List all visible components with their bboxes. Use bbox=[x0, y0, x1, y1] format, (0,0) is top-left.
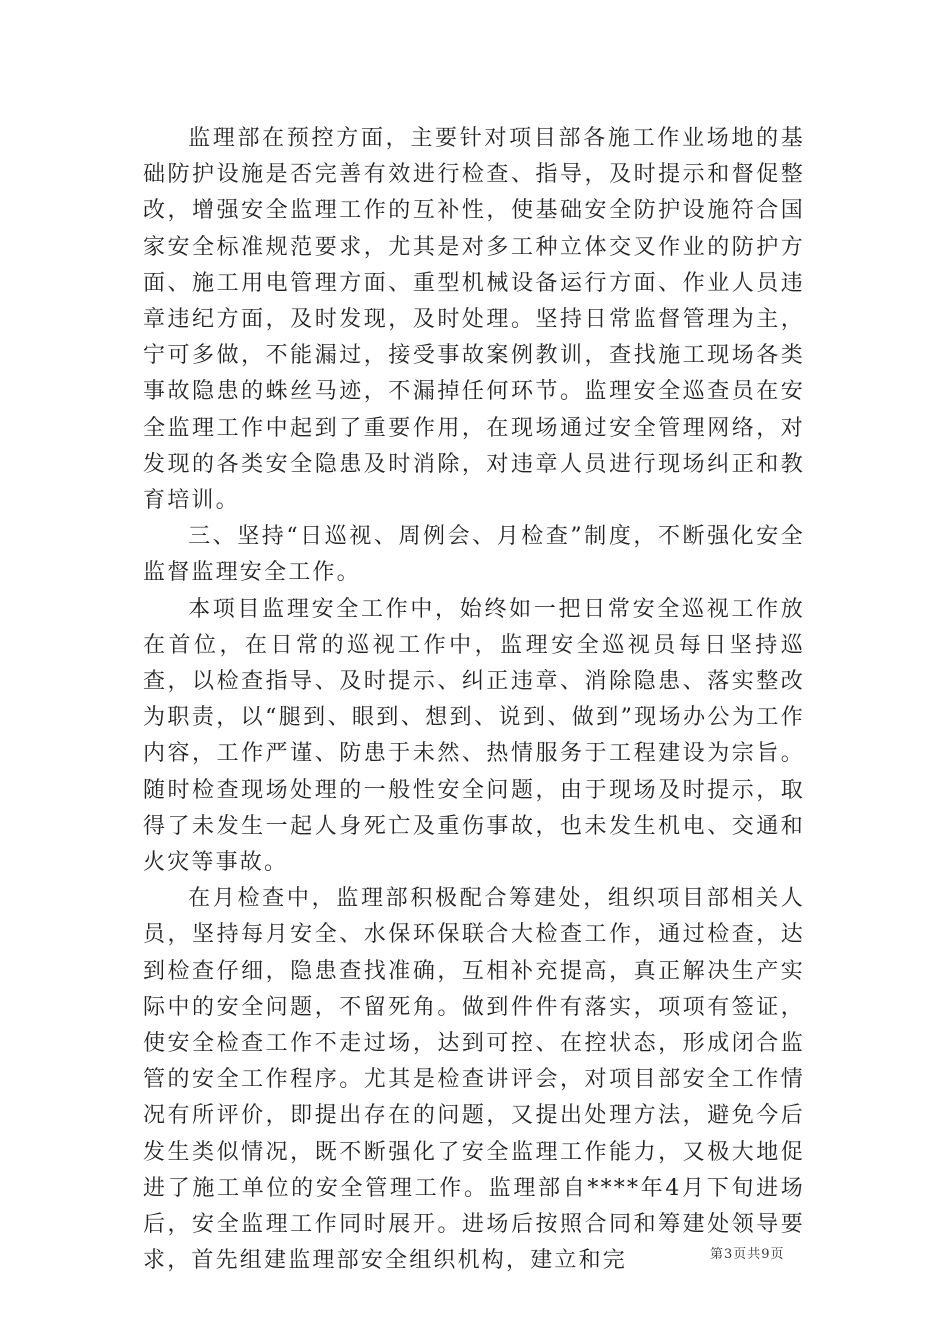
section-heading-three: 三、坚持“日巡视、周例会、月检查”制度，不断强化安全监督监理安全工作。 bbox=[143, 524, 805, 586]
paragraph-prevention-control: 监理部在预控方面，主要针对项目部各施工作业场地的基础防护设施是否完善有效进行检查、指导，及时提示和督促整改，增强安全监理工作的互补性，使基础安全防护设施符合国家安全标准规范要求，尤其是对多工种立体交叉作业的防护方面、施工用电管理方面、重型机械设备运行方面、作业人员违章违纪方面，及时发现，及时处理。坚持日常监督管理为主，宁可多做，不能漏过，接受事故案例教训，查找施工现场各类事故隐患的蛛丝马迹，不漏掉任何环节。监理安全巡查员在安全监理工作中起到了重要作用，在现场通过安全管理网络，对发现的各类安全隐患及时消除，对违章人员进行现场纠正和教育培训。 bbox=[143, 126, 805, 514]
document-body bbox=[143, 121, 805, 1280]
page-number-footer: 第3页共9页 bbox=[710, 1247, 785, 1262]
paragraph-monthly-inspection: 在月检查中，监理部积极配合筹建处，组织项目部相关人员，坚持每月安全、水保环保联合大检查工作，通过检查，达到检查仔细，隐患查找准确，互相补充提高，真正解决生产实际中的安全问题，不留死角。做到件件有落实，项项有签证，使安全检查工作不走过场，达到可控、在控状态，形成闭合监管的安全工作程序。尤其是检查讲评会，对项目部安全工作情况有所评价，即提出存在的问题，又提出处理方法，避免今后发生类似情况，既不断强化了安全监理工作能力，又极大地促进了施工单位的安全管理工作。监理部自****年4月下旬进场后，安全监理工作同时展开。进场后按照合同和筹建处领导要求，首先组建监理部安全组织机构，建立和完 bbox=[143, 886, 805, 1274]
paragraph-daily-patrol: 本项目监理安全工作中，始终如一把日常安全巡视工作放在首位，在日常的巡视工作中，监理安全巡视员每日坚持巡查，以检查指导、及时提示、纠正违章、消除隐患、落实整改为职责，以“腿到、眼到、想到、说到、做到”现场办公为工作内容，工作严谨、防患于未然、热情服务于工程建设为宗旨。随时检查现场处理的一般性安全问题，由于现场及时提示，取得了未发生一起人身死亡及重伤事故，也未发生机电、交通和火灾等事故。 bbox=[143, 596, 805, 876]
